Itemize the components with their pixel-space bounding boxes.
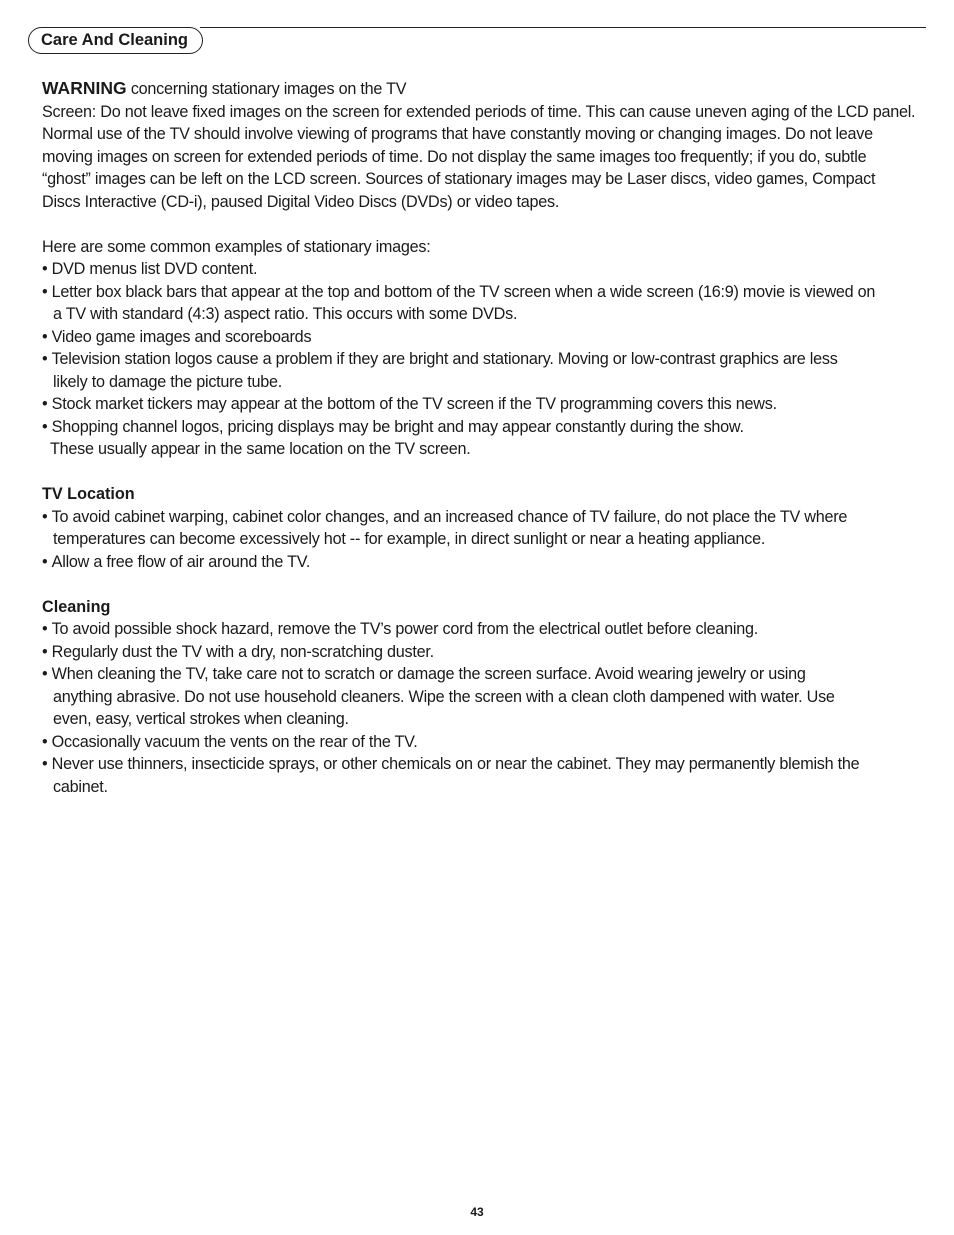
warning-label: WARNING	[42, 78, 127, 98]
list-item: • Occasionally vacuum the vents on the rear of the TV.	[42, 731, 917, 754]
examples-trailing-note: These usually appear in the same location on the TV screen.	[50, 440, 471, 458]
list-item: • When cleaning the TV, take care not to scratch or damage the screen surface. Avoid wearing jewelry or using anything abrasive. Do not use household cleaners. Wipe the screen with a clean cloth dampened with water. Use even, easy, vertical strokes when cleaning.	[42, 663, 917, 731]
list-item: • To avoid possible shock hazard, remove the TV’s power cord from the electrical outlet before cleaning.	[42, 618, 917, 641]
cleaning-heading: Cleaning	[42, 597, 111, 616]
warning-body: Screen: Do not leave fixed images on the screen for extended periods of time. This can cause uneven aging of the LCD panel. Normal use of the TV should involve viewing of programs that have constantly moving or changing images. Do not leave moving images on screen for extended periods of time. Do not display the same images too frequently; if you do, subtle “ghost” images can be left on the LCD screen. Sources of stationary images may be Laser discs, video games, Compact Discs Interactive (CD-i), paused Digital Video Discs (DVDs) or video tapes.	[42, 102, 916, 211]
list-item: • Allow a free flow of air around the TV.	[42, 551, 917, 574]
list-item: • Shopping channel logos, pricing displays may be bright and may appear constantly during the show.	[42, 416, 917, 439]
list-item: • Video game images and scoreboards	[42, 326, 917, 349]
tv-location-heading: TV Location	[42, 485, 135, 503]
list-item: • Letter box black bars that appear at the top and bottom of the TV screen when a wide screen (16:9) movie is viewed on a TV with standard (4:3) aspect ratio. This occurs with some DVDs.	[42, 281, 917, 326]
list-item: • Stock market tickers may appear at the bottom of the TV screen if the TV programming covers this news.	[42, 393, 917, 416]
list-item: • Regularly dust the TV with a dry, non-scratching duster.	[42, 641, 917, 664]
warning-title-rest: concerning stationary images on the TV	[126, 80, 407, 98]
spacer	[42, 461, 917, 484]
page-content	[42, 77, 917, 798]
examples-intro: Here are some common examples of stationary images:	[42, 237, 431, 256]
list-item: • Television station logos cause a problem if they are bright and stationary. Moving or low-contrast graphics are less likely to damage the picture tube.	[42, 348, 917, 393]
spacer	[42, 573, 917, 596]
section-title-tab: Care And Cleaning	[28, 27, 203, 54]
page-number: 43	[470, 1205, 484, 1219]
warning-title	[42, 77, 917, 101]
spacer	[42, 213, 917, 236]
list-item: • Never use thinners, insecticide sprays, or other chemicals on or near the cabinet. They may permanently blemish the cabinet.	[42, 753, 917, 798]
list-item: • DVD menus list DVD content.	[42, 258, 917, 281]
header-rule	[200, 27, 926, 28]
list-item: • To avoid cabinet warping, cabinet color changes, and an increased chance of TV failure, do not place the TV where temperatures can become excessively hot -- for example, in direct sunlight or near a heating appliance.	[42, 506, 917, 551]
